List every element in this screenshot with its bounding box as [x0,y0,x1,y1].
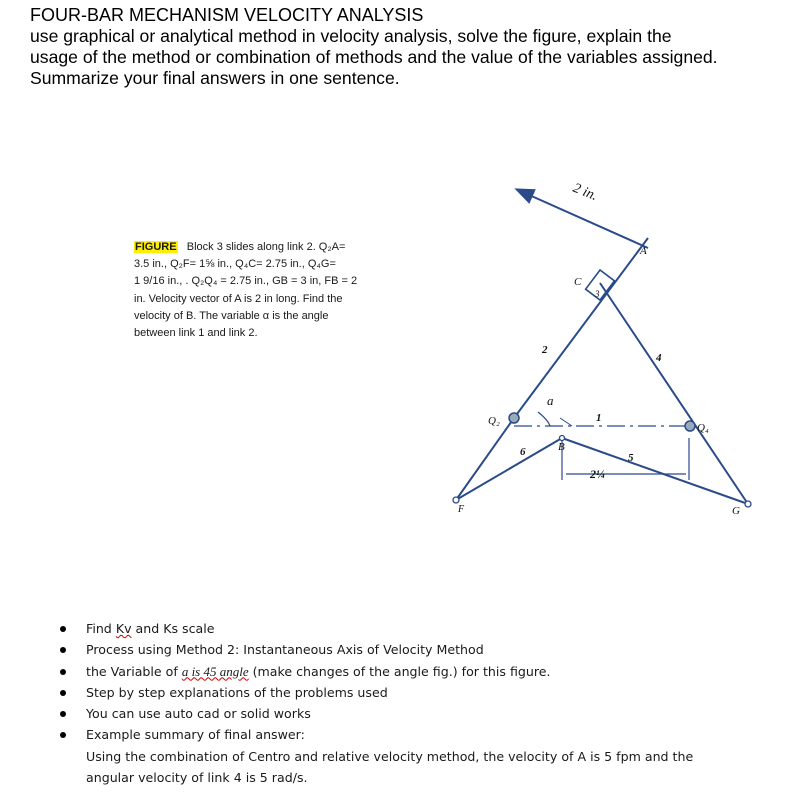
instruction-line-2: usage of the method or combination of methods and the value of the variables assigned. [30,47,718,67]
instruction-line-1: use graphical or analytical method in velocity analysis, solve the figure, explain the [30,26,672,46]
figure-label: FIGURE [135,241,177,253]
bullet-text-end: and Ks scale [131,621,215,636]
pivot-q4 [685,421,695,431]
bullet-text-italic: a is 45 angle [181,663,249,679]
leader-a [560,418,572,426]
label-q2: Q₂ [488,415,500,427]
bullet-dot-icon [60,732,66,738]
bullet-text: Find [86,621,116,636]
bullet-text: Step by step explanations of the problems used [86,684,388,700]
caption-line-4: in. Velocity vector of A is 2 in long. Find the [134,292,343,305]
label-alpha: a [547,393,554,408]
summary-line-1: Using the combination of Centro and relative velocity method, the velocity of A is 5 fpm and the [86,748,694,764]
joint-g [745,501,751,507]
label-q4: Q₄ [697,422,709,434]
summary-line-2: angular velocity of link 4 is 5 rad/s. [86,769,308,785]
bullet-list [60,618,780,788]
pivot-q2 [509,413,519,423]
label-block-3: 3 [595,289,600,299]
slider-block [586,270,615,300]
bullet-item [60,618,780,639]
link-4 [600,283,748,504]
page-title: FOUR-BAR MECHANISM VELOCITY ANALYSIS [30,5,424,25]
label-2in: 2 in. [570,180,600,205]
label-link-4: 4 [656,352,662,364]
bullet-dot-icon [60,711,66,717]
caption-line-6: between link 1 and link 2. [134,327,258,340]
bullet-item [60,724,780,745]
alpha-arc [538,412,550,426]
bullet-text: Example summary of final answer: [86,727,305,743]
caption-line-1-text: Block 3 slides along link 2. Q₂A= [186,241,346,253]
label-G: G [732,505,740,517]
bullet-text-end: (make changes of the angle fig.) for this figure. [248,663,551,679]
bullet-item [60,661,780,682]
label-link-2: 2 [542,344,548,356]
bullet-text-kv: Kv [115,621,132,636]
label-link-1: 1 [596,412,602,424]
label-F: F [458,504,465,515]
label-link-6: 6 [520,446,526,458]
caption-line-2: 3.5 in., Q₂F= 1⅝ in., Q₄C= 2.75 in., Q₄G= [134,258,336,271]
caption-line-5: velocity of B. The variable α is the angle [134,309,329,322]
caption-line-3: 1 9/16 in., . Q₂Q₄ = 2.75 in., GB = 3 in, FB = 2 [134,275,358,288]
link-2 [514,238,648,418]
link-5 [456,438,562,500]
joint-f [453,497,459,503]
link-6 [456,418,514,500]
bullet-dot-icon [60,690,66,696]
bullet-dot-icon [60,647,66,653]
instruction-line-3: Summarize your final answers in one sentence. [30,68,400,88]
bullet-item [60,639,780,660]
bullet-text: the Variable of [86,663,182,679]
label-B: B [558,441,565,453]
bullet-text: Process using Method 2: Instantaneous Axis of Velocity Method [86,642,484,658]
bullet-text: You can use auto cad or solid works [86,706,311,722]
bullet-item [60,703,780,724]
bullet-dot-icon [60,669,66,675]
label-C: C [574,276,582,288]
label-link-5: 5 [628,452,634,464]
label-dim: 2¼ [590,467,605,481]
bullet-dot-icon [60,626,66,632]
joint-b [560,436,565,441]
bullet-item [60,682,780,703]
label-A: A [640,245,647,257]
